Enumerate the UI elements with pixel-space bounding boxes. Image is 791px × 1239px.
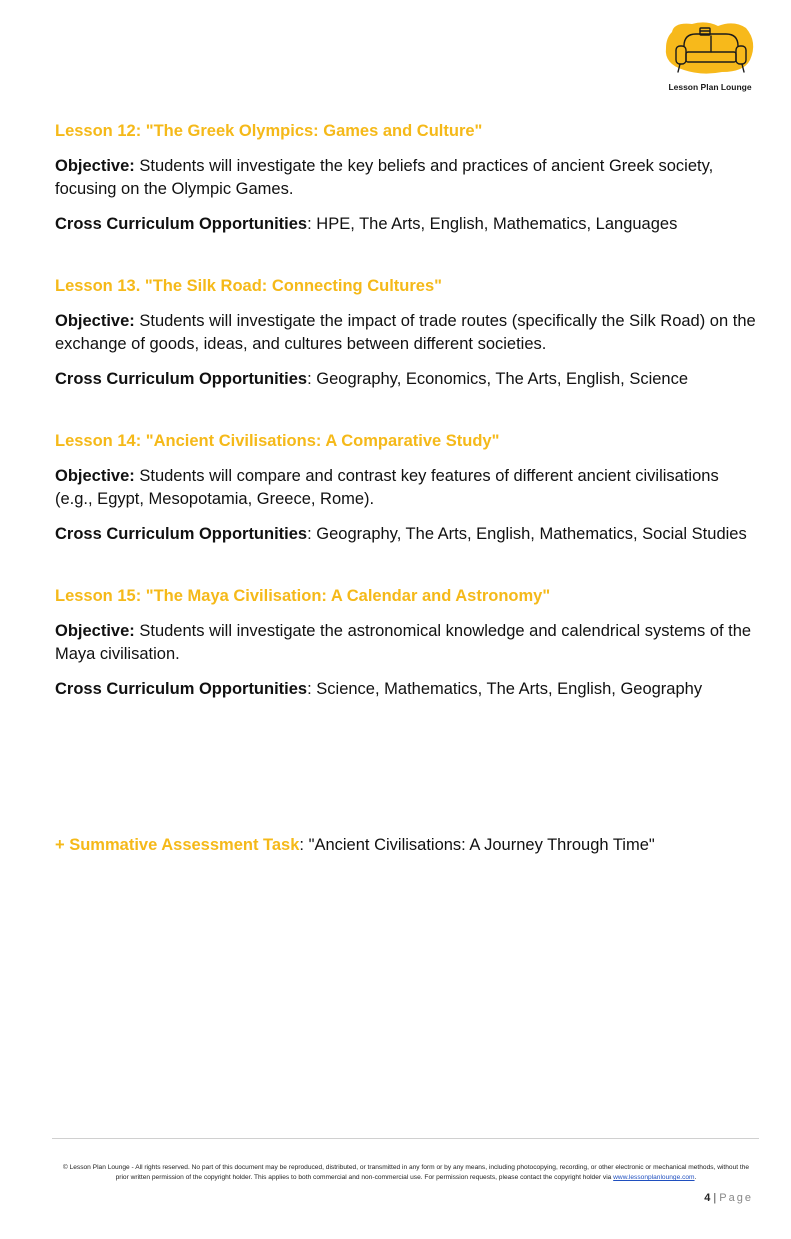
lesson-objective (55, 620, 760, 666)
copyright-text: © Lesson Plan Lounge - All rights reserved. No part of this document may be reproduced, distributed, or transmitted in any form or by any means, including photocopying, recording, or other electronic or mechanical methods, without the prior written permission of the copyright holder. This applies to both commercial and non-commercial use. For permission requests, please contact the copyright holder via (62, 1164, 750, 1181)
cross-curriculum-label: Cross Curriculum Opportunities (55, 680, 308, 698)
summative-text: : "Ancient Civilisations: A Journey Through Time" (299, 836, 655, 854)
cross-curriculum-text: : Science, Mathematics, The Arts, English, Geography (307, 680, 703, 698)
lesson-item (55, 120, 760, 236)
lesson-cross-curriculum (55, 523, 760, 546)
objective-label: Objective: (55, 467, 135, 485)
cross-curriculum-text: : HPE, The Arts, English, Mathematics, Languages (307, 215, 678, 233)
lesson-title: Lesson 12: "The Greek Olympics: Games and Culture" (55, 122, 483, 140)
cross-curriculum-text: : Geography, The Arts, English, Mathematics, Social Studies (307, 525, 747, 543)
cross-curriculum-label: Cross Curriculum Opportunities (55, 370, 308, 388)
lesson-objective (55, 465, 760, 511)
copyright-notice (60, 1163, 752, 1183)
objective-text: Students will investigate the astronomical knowledge and calendrical systems of the Maya civilisation. (55, 622, 752, 663)
page-separator: | (710, 1192, 720, 1204)
summative-assessment (55, 834, 655, 856)
objective-label: Objective: (55, 157, 135, 175)
lesson-objective (55, 310, 760, 356)
objective-text: Students will compare and contrast key features of different ancient civilisations (e.g., Egypt, Mesopotamia, Greece, Rome). (55, 467, 719, 508)
lesson-list (55, 120, 760, 740)
objective-label: Objective: (55, 312, 135, 330)
lesson-item (55, 275, 760, 391)
page-word: Page (719, 1192, 753, 1204)
lesson-item (55, 430, 760, 546)
objective-label: Objective: (55, 622, 135, 640)
brand-logo (662, 20, 758, 96)
objective-text: Students will investigate the key beliefs and practices of ancient Greek society, focusing on the Olympic Games. (55, 157, 714, 198)
footer-divider (52, 1138, 759, 1139)
summative-label: + Summative Assessment Task (55, 836, 300, 854)
lesson-title: Lesson 14: "Ancient Civilisations: A Comparative Study" (55, 432, 500, 450)
brand-name: Lesson Plan Lounge (668, 82, 752, 92)
objective-text: Students will investigate the impact of trade routes (specifically the Silk Road) on the exchange of goods, ideas, and cultures between different societies. (55, 312, 756, 353)
lesson-cross-curriculum (55, 368, 760, 391)
lesson-item (55, 585, 760, 701)
page-number (704, 1192, 753, 1204)
lesson-objective (55, 155, 760, 201)
cross-curriculum-label: Cross Curriculum Opportunities (55, 525, 308, 543)
lesson-title: Lesson 13. "The Silk Road: Connecting Cultures" (55, 277, 442, 295)
copyright-suffix: . (694, 1174, 697, 1181)
sofa-icon (662, 20, 758, 82)
lesson-cross-curriculum (55, 213, 760, 236)
page-number-value: 4 (704, 1192, 711, 1204)
cross-curriculum-label: Cross Curriculum Opportunities (55, 215, 308, 233)
lesson-title: Lesson 15: "The Maya Civilisation: A Calendar and Astronomy" (55, 587, 551, 605)
lesson-cross-curriculum (55, 678, 760, 701)
website-link[interactable]: www.lessonplanlounge.com (613, 1174, 695, 1181)
cross-curriculum-text: : Geography, Economics, The Arts, English, Science (307, 370, 689, 388)
